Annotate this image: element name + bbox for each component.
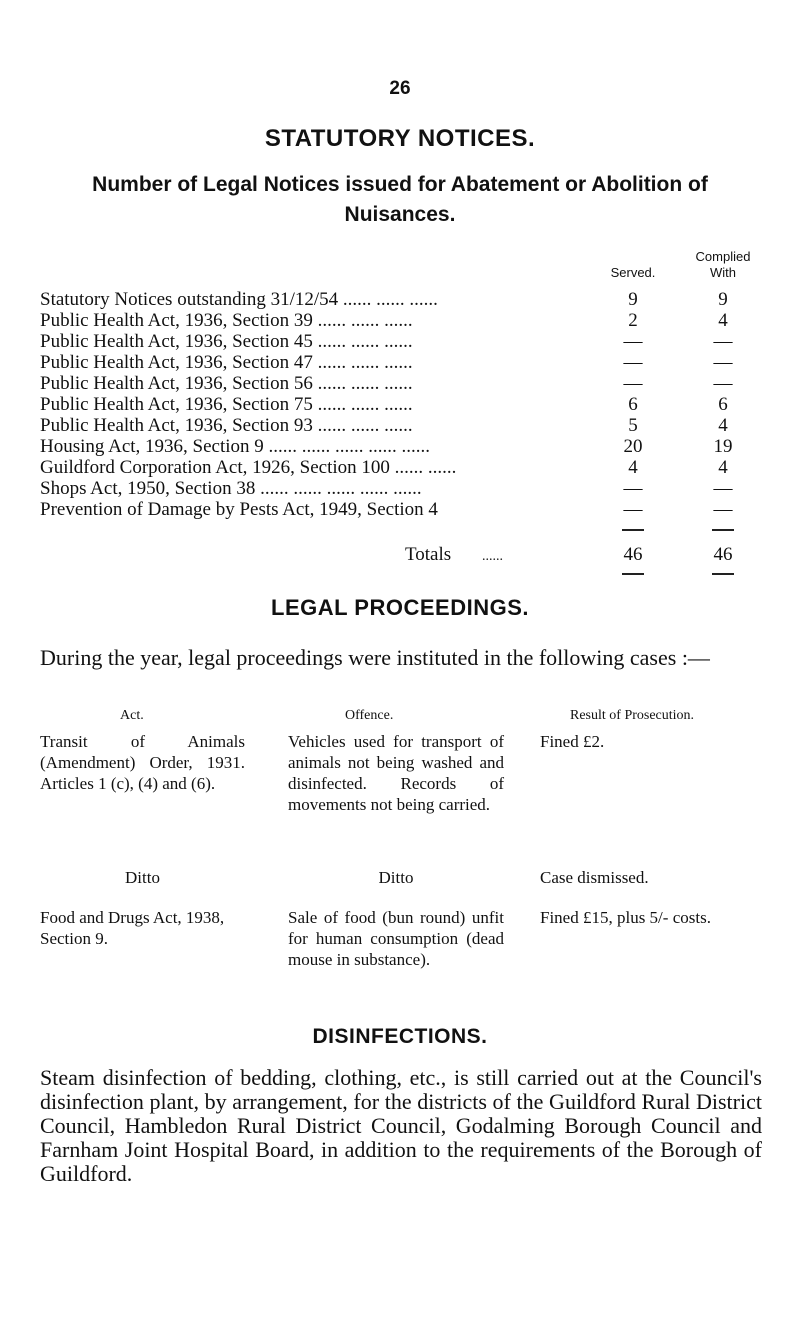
row-label: Public Health Act, 1936, Section 56 ...... ...... ......	[40, 373, 413, 394]
row-complied: 4	[718, 415, 728, 436]
row-served: —	[623, 478, 643, 499]
row-served: —	[623, 499, 643, 520]
row-label: Public Health Act, 1936, Section 75 ...... ...... ......	[40, 394, 413, 415]
page-title: STATUTORY NOTICES.	[264, 125, 536, 152]
totals-dots: ......	[482, 549, 503, 564]
row-label: Prevention of Damage by Pests Act, 1949, Section 4	[40, 499, 438, 520]
table-row	[0, 437, 800, 457]
table-row	[0, 458, 800, 478]
row-served: 20	[623, 436, 643, 457]
complied-total-rule-top	[712, 529, 734, 531]
row-served: 9	[628, 289, 638, 310]
totals-row	[0, 545, 800, 565]
row-label: Public Health Act, 1936, Section 39 ...... ...... ......	[40, 310, 413, 331]
row-complied: 19	[713, 436, 733, 457]
row-served: 6	[628, 394, 638, 415]
row-label: Guildford Corporation Act, 1926, Section 100 ...... ......	[40, 457, 457, 478]
table-row	[0, 374, 800, 394]
row-complied: —	[713, 331, 733, 352]
case-result: Fined £2.	[540, 732, 605, 751]
row-complied: 9	[718, 289, 728, 310]
row-served: —	[623, 352, 643, 373]
table-row	[0, 395, 800, 415]
page-number: 26	[389, 78, 411, 99]
case-act: Ditto	[125, 868, 160, 887]
row-label: Public Health Act, 1936, Section 93 ...... ...... ......	[40, 415, 413, 436]
row-served: 2	[628, 310, 638, 331]
row-complied: 6	[718, 394, 728, 415]
row-label: Public Health Act, 1936, Section 47 ...... ...... ......	[40, 352, 413, 373]
table-row	[0, 290, 800, 310]
complied-column-header-line1: Complied	[695, 249, 751, 264]
case-result: Fined £15, plus 5/- costs.	[540, 908, 711, 927]
table-row	[0, 353, 800, 373]
row-label: Shops Act, 1950, Section 38 ...... ...... ...... ...... ......	[40, 478, 422, 499]
table-row	[0, 479, 800, 499]
table-row	[0, 311, 800, 331]
row-label: Housing Act, 1936, Section 9 ...... ...... ...... ...... ......	[40, 436, 431, 457]
complied-column-header-line2: With	[710, 265, 736, 280]
totals-label: Totals	[405, 544, 452, 565]
case-result: Case dismissed.	[540, 868, 649, 887]
case-offence: Sale of food (bun round) unfit for human consumption (dead mouse in substance).	[288, 908, 504, 969]
row-served: —	[623, 373, 643, 394]
disinfections-paragraph: Steam disinfection of bedding, clothing, etc., is still carried out at the Council's disinfection plant, by arrangement, for the districts of the Guildford Rural District Council, Hambledon Rural District Council, Godalming Borough Council and Farnham Joint Hospital Board, in addition to the requirements of the Borough of Guildford.	[40, 1065, 762, 1186]
row-complied: 4	[718, 310, 728, 331]
act-column-header: Act.	[120, 708, 144, 723]
result-column-header: Result of Prosecution.	[570, 708, 695, 723]
served-column-header: Served.	[610, 265, 656, 280]
legal-intro: During the year, legal proceedings were instituted in the following cases :—	[40, 645, 710, 670]
legal-proceedings-heading: LEGAL PROCEEDINGS.	[271, 595, 529, 620]
row-complied: 4	[718, 457, 728, 478]
case-act: Food and Drugs Act, 1938, Section 9.	[40, 908, 225, 948]
table-row	[0, 416, 800, 436]
disinfections-heading: DISINFECTIONS.	[312, 1025, 488, 1048]
notices-subtitle: Number of Legal Notices issued for Abatement or Abolition of Nuisances.	[92, 173, 708, 226]
served-total-rule-bottom	[622, 573, 644, 575]
row-label: Statutory Notices outstanding 31/12/54 ...... ...... ......	[40, 289, 438, 310]
row-served: 4	[628, 457, 638, 478]
totals-complied: 46	[713, 544, 733, 565]
totals-served: 46	[623, 544, 643, 565]
row-served: 5	[628, 415, 638, 436]
row-complied: —	[713, 352, 733, 373]
complied-total-rule-bottom	[712, 573, 734, 575]
table-row	[0, 332, 800, 352]
row-complied: —	[713, 499, 733, 520]
row-complied: —	[713, 478, 733, 499]
row-label: Public Health Act, 1936, Section 45 ...... ...... ......	[40, 331, 413, 352]
case-offence: Ditto	[378, 868, 414, 887]
case-offence: Vehicles used for transport of animals not being washed and disinfected. Records of movements not being carried.	[288, 732, 504, 814]
table-row	[0, 500, 800, 520]
case-act: Transit of Animals (Amendment) Order, 1931. Articles 1 (c), (4) and (6).	[40, 732, 245, 793]
offence-column-header: Offence.	[345, 708, 394, 723]
served-total-rule-top	[622, 529, 644, 531]
row-served: —	[623, 331, 643, 352]
row-complied: —	[713, 373, 733, 394]
